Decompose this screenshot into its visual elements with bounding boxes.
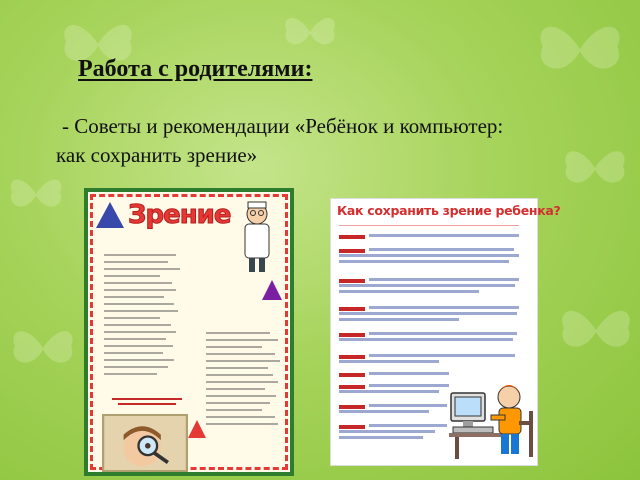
- poster-how-to-save-vision: [330, 198, 561, 466]
- poster-callout: [108, 396, 186, 408]
- rule-item: [339, 331, 529, 349]
- triangle-decoration: [96, 202, 124, 228]
- triangle-decoration: [262, 280, 282, 300]
- poem-text-right: [206, 332, 286, 430]
- child-at-computer-illustration: [449, 371, 535, 461]
- slide-subtitle: - Советы и рекомендации «Ребёнок и компьютер: как сохранить зрение»: [56, 114, 504, 167]
- butterfly-icon: [6, 170, 66, 218]
- slide-title: Работа с родителями:: [78, 56, 313, 82]
- poem-text-left: [104, 254, 184, 380]
- poster-vision-title: Зрение: [128, 200, 231, 230]
- butterfly-icon: [280, 10, 340, 54]
- butterfly-icon: [530, 14, 630, 84]
- poster-how-to-save-vision-title: Как сохранить зрение ребенка?: [337, 203, 561, 218]
- doctor-illustration: [234, 200, 280, 274]
- boy-with-magnifier-photo: [102, 414, 188, 472]
- title-divider: [339, 225, 519, 226]
- poster-vision: [84, 188, 294, 476]
- rule-item: [339, 353, 529, 371]
- rule-item: [339, 305, 529, 323]
- rule-item: [339, 247, 529, 265]
- butterfly-icon: [560, 140, 630, 196]
- rule-item: [339, 277, 529, 295]
- butterfly-icon: [8, 320, 78, 376]
- triangle-decoration: [188, 420, 206, 438]
- butterfly-icon: [556, 300, 636, 360]
